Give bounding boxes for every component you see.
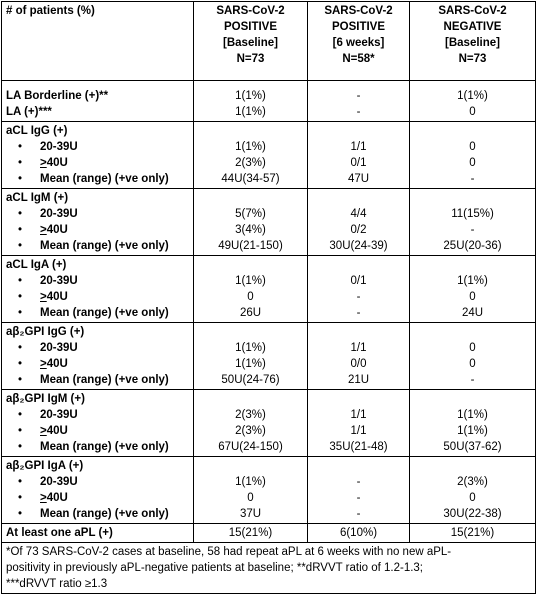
bullet-icon: • [18, 342, 23, 354]
cell-value: 1(1%) [457, 409, 488, 421]
cell-value: 30U(22-38) [443, 508, 502, 520]
cell-value: 0 [469, 141, 476, 153]
footnote-line: positivity in previously aPL-negative patients at baseline; **dRVVT ratio of 1.2-1.3; [6, 562, 424, 574]
group-subrow-label [6, 273, 189, 289]
group-col-2 [308, 189, 410, 256]
cell-value: 3(4%) [235, 224, 266, 236]
header-col-1: SARS-CoV-2 POSITIVE [Baseline] N=73 [194, 2, 308, 81]
bullet-icon: • [18, 291, 23, 303]
cell-value: 44U(34-57) [221, 173, 280, 185]
cell-value: 35U(21-48) [329, 441, 388, 453]
group-label-cell [2, 189, 194, 256]
antibody-group-row [2, 323, 536, 390]
cell-value: 0 [247, 492, 254, 504]
cell-value: - [356, 476, 361, 488]
cell-value: - [470, 374, 475, 386]
group-col-2 [308, 390, 410, 457]
group-title: aCL IgA (+) [6, 259, 67, 271]
group-subrow-label [6, 490, 189, 506]
cell-value: 1/1 [350, 425, 367, 437]
subrow-label-text: Mean (range) (+ve only) [40, 173, 169, 185]
footnote [2, 543, 536, 594]
group-subrow-label [6, 340, 189, 356]
cell-value: 0 [469, 492, 476, 504]
cell-value: 1(1%) [235, 275, 266, 287]
results-table [1, 1, 536, 594]
group-title: aβ₂GPI IgA (+) [6, 460, 84, 472]
group-title: aβ₂GPI IgM (+) [6, 393, 85, 405]
group-col-1 [194, 390, 308, 457]
greater-equal-sign: > [40, 425, 47, 437]
cell-value: 1(1%) [235, 476, 266, 488]
group-col-2 [308, 457, 410, 524]
group-subrow-label [6, 305, 189, 321]
bullet-icon: • [18, 358, 23, 370]
group-label-cell [2, 256, 194, 323]
antibody-group-row [2, 189, 536, 256]
group-col-1 [194, 457, 308, 524]
group-col-3 [410, 457, 536, 524]
group-col-2 [308, 256, 410, 323]
group-subrow-label [6, 238, 189, 254]
bullet-icon: • [18, 224, 23, 236]
total-label: At least one aPL (+) [2, 524, 194, 543]
row-header-label: # of patients (%) [2, 2, 194, 81]
group-col-1 [194, 256, 308, 323]
subrow-label-text: 20-39U [40, 342, 78, 354]
group-label-cell [2, 390, 194, 457]
group-subrow-label [6, 474, 189, 490]
cell-value: 4/4 [350, 208, 367, 220]
cell-value: - [356, 291, 361, 303]
subrow-label-text: 40U [46, 492, 68, 504]
antibody-group-row [2, 256, 536, 323]
group-subrow-label [6, 222, 189, 238]
group-col-1 [194, 189, 308, 256]
subrow-label-text: Mean (range) (+ve only) [40, 508, 169, 520]
bullet-icon: • [18, 275, 23, 287]
la-borderline-label: LA Borderline (+)** [6, 90, 109, 102]
group-title: aβ₂GPI IgG (+) [6, 326, 85, 338]
group-label-cell [2, 323, 194, 390]
subrow-label-text: 40U [46, 358, 68, 370]
cell-value: 49U(21-150) [218, 240, 283, 252]
bullet-icon: • [18, 374, 23, 386]
group-col-3 [410, 323, 536, 390]
total-row [2, 524, 536, 543]
subrow-label-text: 20-39U [40, 409, 78, 421]
cell-value: 2(3%) [457, 476, 488, 488]
subrow-label-text: Mean (range) (+ve only) [40, 374, 169, 386]
group-subrow-label [6, 372, 189, 388]
header-row [2, 2, 536, 81]
group-subrow-label [6, 289, 189, 305]
bullet-icon: • [18, 173, 23, 185]
group-col-1 [194, 323, 308, 390]
subrow-label-text: Mean (range) (+ve only) [40, 240, 169, 252]
total-col-1: 15(21%) [194, 524, 308, 543]
subrow-label-text: Mean (range) (+ve only) [40, 441, 169, 453]
group-label-cell [2, 122, 194, 189]
antibody-group-row [2, 457, 536, 524]
cell-value: - [356, 307, 361, 319]
cell-value: - [470, 173, 475, 185]
cell-value: 1(1%) [235, 342, 266, 354]
group-title: aCL IgG (+) [6, 125, 68, 137]
bullet-icon: • [18, 409, 23, 421]
total-col-2: 6(10%) [308, 524, 410, 543]
bullet-icon: • [18, 208, 23, 220]
subrow-label-text: 40U [46, 425, 68, 437]
cell-value: - [356, 508, 361, 520]
total-col-3: 15(21%) [410, 524, 536, 543]
la-col-1: 1(1%) 1(1%) [194, 81, 308, 122]
group-col-2 [308, 122, 410, 189]
group-subrow-label [6, 407, 189, 423]
group-col-2 [308, 323, 410, 390]
subrow-label-text: Mean (range) (+ve only) [40, 307, 169, 319]
header-col-2: SARS-CoV-2 POSITIVE [6 weeks] N=58* [308, 2, 410, 81]
cell-value: 0 [469, 291, 476, 303]
cell-value: 50U(37-62) [443, 441, 502, 453]
subrow-label-text: 20-39U [40, 141, 78, 153]
cell-value: 1/1 [350, 141, 367, 153]
group-col-3 [410, 390, 536, 457]
cell-value: 0/1 [350, 275, 367, 287]
group-col-1 [194, 122, 308, 189]
cell-value: 50U(24-76) [221, 374, 280, 386]
subrow-label-text: 40U [46, 291, 68, 303]
group-label-cell [2, 457, 194, 524]
bullet-icon: • [18, 157, 23, 169]
cell-value: 67U(24-150) [218, 441, 283, 453]
cell-value: 0 [469, 342, 476, 354]
greater-equal-sign: > [40, 358, 47, 370]
cell-value: - [356, 492, 361, 504]
cell-value: 30U(24-39) [329, 240, 388, 252]
group-subrow-label [6, 155, 189, 171]
bullet-icon: • [18, 240, 23, 252]
group-subrow-label [6, 356, 189, 372]
cell-value: 25U(20-36) [443, 240, 502, 252]
cell-value: 1(1%) [235, 358, 266, 370]
la-col-3: 1(1%) 0 [410, 81, 536, 122]
subrow-label-text: 40U [46, 157, 68, 169]
greater-equal-sign: > [40, 291, 47, 303]
bullet-icon: • [18, 441, 23, 453]
cell-value: 47U [347, 173, 370, 185]
bullet-icon: • [18, 476, 23, 488]
bullet-icon: • [18, 425, 23, 437]
footnote-row [2, 543, 536, 594]
header-col-3: SARS-CoV-2 NEGATIVE [Baseline] N=73 [410, 2, 536, 81]
cell-value: 1/1 [350, 342, 367, 354]
cell-value: 0 [469, 157, 476, 169]
group-subrow-label [6, 439, 189, 455]
cell-value: 1/1 [350, 409, 367, 421]
cell-value: 0/0 [350, 358, 367, 370]
la-row [2, 81, 536, 122]
bullet-icon: • [18, 508, 23, 520]
group-subrow-label [6, 423, 189, 439]
greater-equal-sign: > [40, 492, 47, 504]
group-subrow-label [6, 139, 189, 155]
cell-value: 0/2 [350, 224, 367, 236]
bullet-icon: • [18, 307, 23, 319]
antibody-group-row [2, 390, 536, 457]
cell-value: 1(1%) [457, 275, 488, 287]
subrow-label-text: 20-39U [40, 208, 78, 220]
footnote-line: ***dRVVT ratio ≥1.3 [6, 578, 108, 590]
cell-value: 24U [461, 307, 484, 319]
subrow-label-text: 40U [46, 224, 68, 236]
cell-value: 0 [247, 291, 254, 303]
group-col-3 [410, 122, 536, 189]
cell-value: 1(1%) [457, 425, 488, 437]
antibody-group-row [2, 122, 536, 189]
subrow-label-text: 20-39U [40, 275, 78, 287]
group-col-3 [410, 256, 536, 323]
group-title: aCL IgM (+) [6, 192, 69, 204]
cell-value: 0 [469, 358, 476, 370]
cell-value: 5(7%) [235, 208, 266, 220]
cell-value: 1(1%) [235, 141, 266, 153]
bullet-icon: • [18, 492, 23, 504]
greater-equal-sign: > [40, 157, 47, 169]
cell-value: 2(3%) [235, 425, 266, 437]
footnote-line: *Of 73 SARS-CoV-2 cases at baseline, 58 had repeat aPL at 6 weeks with no new aPL- [6, 546, 452, 558]
cell-value: - [470, 224, 475, 236]
cell-value: 2(3%) [235, 409, 266, 421]
greater-equal-sign: > [40, 224, 47, 236]
la-positive-label: LA (+)*** [6, 106, 52, 118]
cell-value: 21U [347, 374, 370, 386]
cell-value: 37U [239, 508, 262, 520]
group-subrow-label [6, 171, 189, 187]
cell-value: 26U [239, 307, 262, 319]
bullet-icon: • [18, 141, 23, 153]
cell-value: 0/1 [350, 157, 367, 169]
la-col-2: - - [308, 81, 410, 122]
group-subrow-label [6, 506, 189, 522]
subrow-label-text: 20-39U [40, 476, 78, 488]
cell-value: 11(15%) [451, 208, 494, 220]
cell-value: 2(3%) [235, 157, 266, 169]
group-subrow-label [6, 206, 189, 222]
group-col-3 [410, 189, 536, 256]
la-labels [2, 81, 194, 122]
